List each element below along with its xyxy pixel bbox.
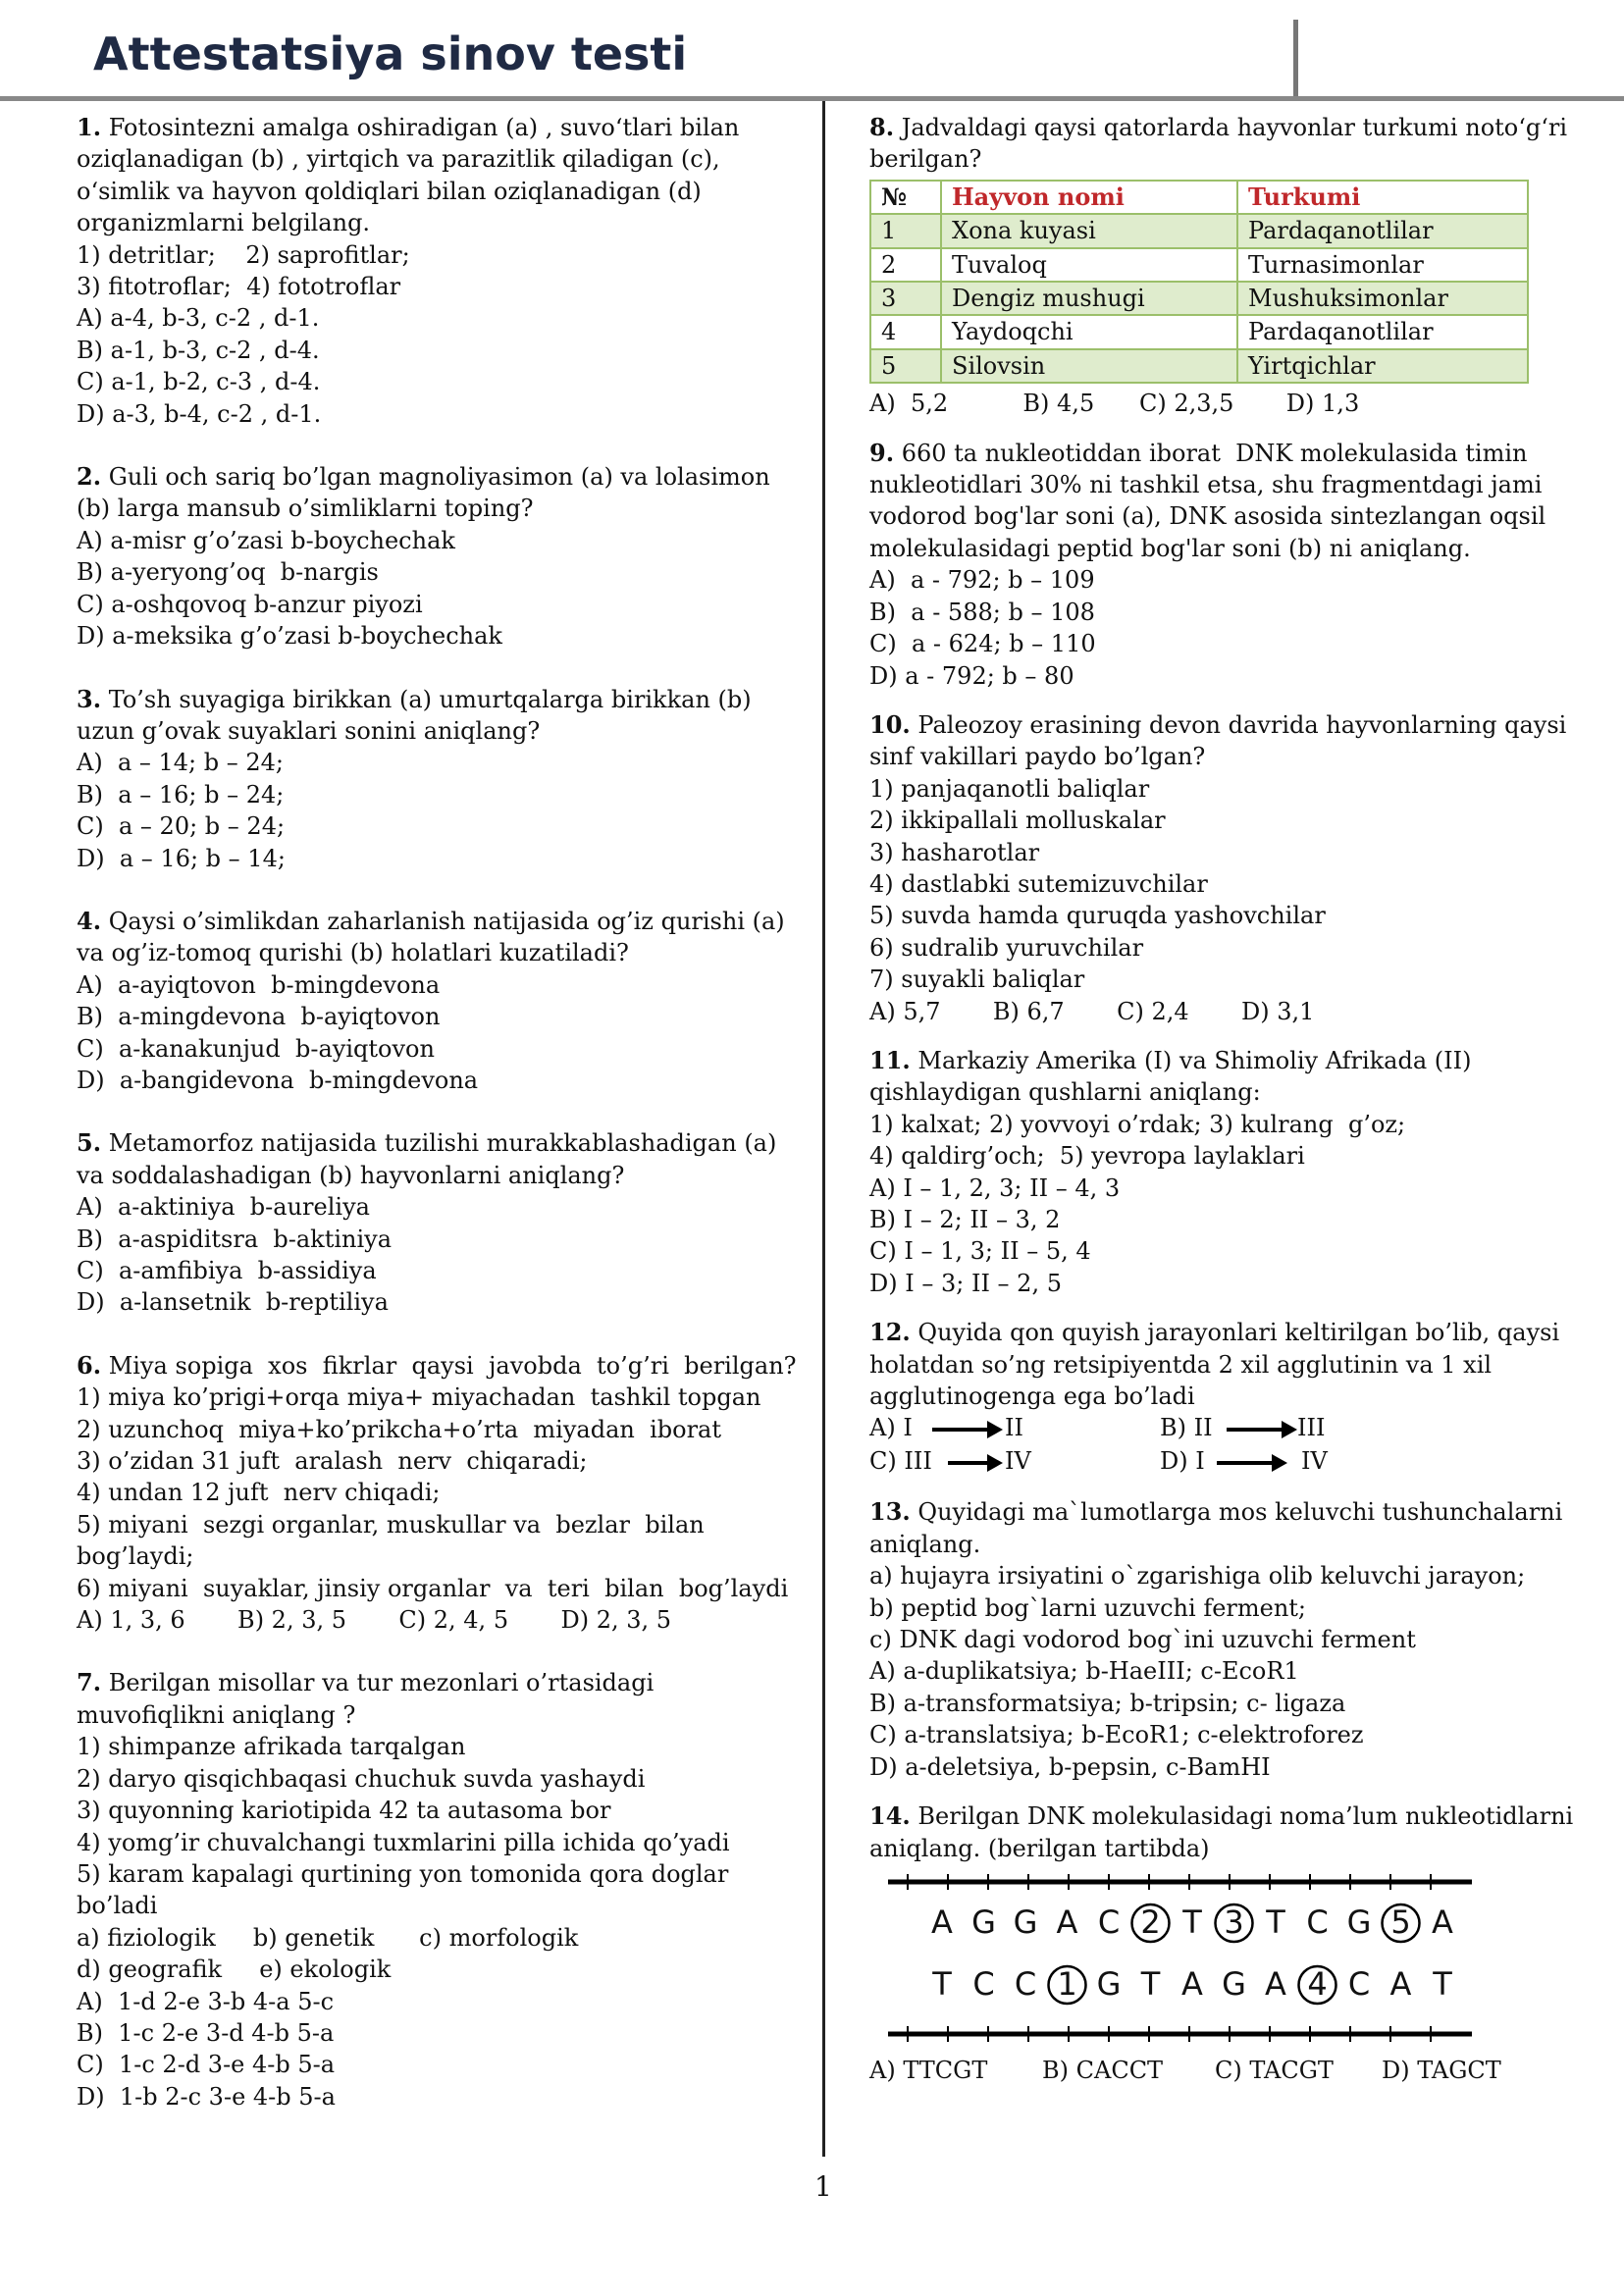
option-a-to: II bbox=[1005, 1414, 1023, 1442]
question-line: (b) larga mansub o’simliklarni toping? bbox=[77, 495, 534, 523]
question-text bbox=[869, 709, 1567, 741]
table-row bbox=[870, 315, 1528, 348]
unknown-nucleotide-number: 5 bbox=[1390, 1903, 1411, 1941]
nucleotide-letter: A bbox=[1056, 1903, 1078, 1941]
question-line: B) a-mingdevona b-ayiqtovon bbox=[77, 1003, 441, 1031]
question-line: qishlaydigan qushlarni aniqlang: bbox=[869, 1078, 1261, 1107]
option-c: C) TACGT bbox=[1215, 2056, 1334, 2084]
arrow-right-icon bbox=[1217, 1461, 1274, 1465]
table-cell: Tuvaloq bbox=[941, 248, 1237, 282]
option-b: B) CACCT bbox=[1042, 2056, 1164, 2084]
page-number: 1 bbox=[814, 2170, 832, 2203]
question-line: 2) uzunchoq miya+ko’prikcha+o’rta miyadan iborat bbox=[77, 1415, 722, 1443]
question-line: C) a-amfibiya b-assidiya bbox=[77, 1257, 377, 1284]
question-text bbox=[77, 112, 793, 143]
question-line: D) a-deletsiya, b-pepsin, c-BamHI bbox=[869, 1752, 1271, 1781]
question-line-text: Paleozoy erasining devon davrida hayvonlarning qaysi bbox=[917, 710, 1567, 739]
nucleotide-letter: C bbox=[1306, 1903, 1329, 1941]
question-12 bbox=[869, 1317, 1560, 1479]
question-line: B) I – 2; II – 3, 2 bbox=[869, 1206, 1061, 1233]
unknown-nucleotide-number: 1 bbox=[1057, 1964, 1077, 2003]
question-line: 7) suyakli baliqlar bbox=[869, 965, 1085, 994]
question-line-text: Guli och sariq bo’lgan magnoliyasimon (a) va lolasimon bbox=[108, 463, 770, 492]
dna-diagram bbox=[883, 1872, 1492, 2049]
question-number: 9. bbox=[869, 438, 895, 467]
question-line-text: To’sh suyagiga birikkan (a) umurtqalarga birikkan (b) bbox=[108, 685, 752, 713]
question-text bbox=[77, 1127, 793, 1159]
question-line: B) a-yeryong’oq b-nargis bbox=[77, 558, 379, 587]
question-number: 5. bbox=[77, 1128, 102, 1158]
nucleotide-letter: T bbox=[1266, 1903, 1285, 1941]
question-text bbox=[869, 1317, 1560, 1348]
question-line: organizmlarni belgilang. bbox=[77, 209, 371, 237]
question-line: D) a-3, b-4, c-2 , d-1. bbox=[77, 399, 322, 428]
question-line: berilgan? bbox=[869, 145, 982, 174]
table-cell: Dengiz mushugi bbox=[941, 282, 1237, 315]
nucleotide-letter: T bbox=[1182, 1903, 1202, 1941]
question-line: d) geografik e) ekologik bbox=[77, 1956, 392, 1984]
option-a-from: A) I bbox=[869, 1414, 913, 1442]
question-line-text: Miya sopiga xos fikrlar qaysi javobda to’g’ri berilgan? bbox=[108, 1351, 797, 1380]
question-number: 3. bbox=[77, 684, 102, 713]
nucleotide-letter: G bbox=[1013, 1903, 1038, 1941]
unknown-nucleotide-number: 2 bbox=[1140, 1903, 1161, 1941]
question-8-options: A) 5,2 B) 4,5 C) 2,3,5 D) 1,3 bbox=[869, 390, 1360, 418]
question-6 bbox=[77, 1350, 797, 1637]
table-cell: Xona kuyasi bbox=[941, 214, 1237, 247]
question-line-text: Qaysi o’simlikdan zaharlanish natijasida og’iz qurishi (a) bbox=[108, 907, 785, 935]
question-line-text: Quyidagi ma`lumotlarga mos keluvchi tushunchalarni bbox=[917, 1498, 1563, 1527]
question-4 bbox=[77, 906, 793, 1096]
question-line: C) a-oshqovoq b-anzur piyozi bbox=[77, 590, 423, 618]
table-row bbox=[870, 349, 1528, 383]
question-line: B) a-transformatsiya; b-tripsin; c- ligaza bbox=[869, 1689, 1346, 1717]
question-line: B) a - 588; b – 108 bbox=[869, 598, 1095, 626]
question-1 bbox=[77, 112, 793, 430]
table-row bbox=[870, 282, 1528, 315]
question-line: D) I – 3; II – 2, 5 bbox=[869, 1269, 1062, 1297]
question-number: 14. bbox=[869, 1801, 911, 1831]
question-line: A) a - 792; b – 109 bbox=[869, 566, 1095, 595]
nucleotide-letter: G bbox=[1346, 1903, 1372, 1941]
question-line: molekulasidagi peptid bog'lar soni (b) ni aniqlang. bbox=[869, 534, 1471, 562]
question-line: 3) hasharotlar bbox=[869, 838, 1040, 866]
question-line: c) DNK dagi vodorod bog`ini uzuvchi ferment bbox=[869, 1626, 1416, 1654]
option-a: A) TTCGT bbox=[869, 2056, 988, 2084]
question-line: va soddalashadigan (b) hayvonlarni aniqlang? bbox=[77, 1161, 625, 1189]
question-line: C) 1-c 2-d 3-e 4-b 5-a bbox=[77, 2051, 336, 2079]
nucleotide-letter: G bbox=[971, 1903, 996, 1941]
question-14-options bbox=[869, 2055, 1556, 2088]
nucleotide-letter: A bbox=[1432, 1903, 1453, 1941]
question-line: B) a-aspiditsra b-aktiniya bbox=[77, 1225, 393, 1253]
question-line: C) I – 1, 3; II – 5, 4 bbox=[869, 1237, 1091, 1266]
question-text bbox=[77, 1350, 797, 1382]
question-line: D) 1-b 2-c 3-e 4-b 5-a bbox=[77, 2082, 336, 2111]
question-line-text: Berilgan misollar va tur mezonlari o’rtasidagi bbox=[108, 1669, 655, 1697]
page-title: Attestatsiya sinov testi bbox=[93, 27, 688, 80]
table-cell: 4 bbox=[870, 315, 941, 348]
question-line: oziqlanadigan (b) , yirtqich va parazitlik qiladigan (c), bbox=[77, 145, 720, 174]
question-line: 6) miyani suyaklar, jinsiy organlar va teri bilan bog’laydi bbox=[77, 1574, 789, 1602]
question-line: D) a-bangidevona b-mingdevona bbox=[77, 1066, 479, 1094]
question-line: C) a-translatsiya; b-EcoR1; c-elektroforez bbox=[869, 1721, 1364, 1749]
question-line: aniqlang. bbox=[869, 1530, 981, 1558]
table-cell: 3 bbox=[870, 282, 941, 315]
option-d: D) TAGCT bbox=[1382, 2056, 1501, 2084]
table-header-animal: Hayvon nomi bbox=[941, 181, 1237, 214]
table-cell: Pardaqanotlilar bbox=[1237, 315, 1528, 348]
dna-strands-image bbox=[883, 1872, 1492, 2049]
question-line: aniqlang. (berilgan tartibda) bbox=[869, 1834, 1210, 1862]
table-row bbox=[870, 248, 1528, 282]
question-line: 2) daryo qisqichbaqasi chuchuk suvda yashaydi bbox=[77, 1764, 646, 1793]
question-line: D) a – 16; b – 14; bbox=[77, 844, 286, 872]
question-line: 4) dastlabki sutemizuvchilar bbox=[869, 869, 1208, 898]
question-line: 1) miya ko’prigi+orqa miya+ miyachadan tashkil topgan bbox=[77, 1383, 761, 1412]
question-line: A) a-4, b-3, c-2 , d-1. bbox=[77, 304, 320, 333]
question-line-text: Fotosintezni amalga oshiradigan (a) , suvo‘tlari bilan bbox=[108, 114, 740, 141]
question-line: bo’ladi bbox=[77, 1892, 158, 1920]
table-row bbox=[870, 214, 1528, 247]
question-line: C) a-kanakunjud b-ayiqtovon bbox=[77, 1034, 435, 1063]
question-line: A) 1, 3, 6 B) 2, 3, 5 C) 2, 4, 5 D) 2, 3, 5 bbox=[77, 1606, 672, 1635]
question-line: 3) fitotroflar; 4) fototroflar bbox=[77, 273, 401, 301]
transfusion-row-1 bbox=[869, 1412, 1556, 1445]
question-line: 2) ikkipallali molluskalar bbox=[869, 807, 1166, 835]
nucleotide-letter: A bbox=[1181, 1964, 1203, 2003]
question-line: 4) undan 12 juft nerv chiqadi; bbox=[77, 1479, 441, 1507]
table-cell: 5 bbox=[870, 349, 941, 383]
nucleotide-letter: A bbox=[1389, 1964, 1412, 2003]
nucleotide-letter: C bbox=[1014, 1964, 1037, 2003]
question-line: 4) yomg’ir chuvalchangi tuxmlarini pilla ichida qo’yadi bbox=[77, 1828, 730, 1856]
question-number: 8. bbox=[869, 113, 895, 141]
table-header-number: № bbox=[870, 181, 941, 214]
question-line: D) a - 792; b – 80 bbox=[869, 661, 1074, 690]
question-5 bbox=[77, 1127, 793, 1318]
question-line: C) a-1, b-2, c-3 , d-4. bbox=[77, 368, 321, 396]
left-column bbox=[77, 112, 797, 2144]
arrow-right-icon bbox=[1227, 1428, 1283, 1432]
table-cell: Pardaqanotlilar bbox=[1237, 214, 1528, 247]
question-text bbox=[77, 461, 793, 493]
nucleotide-letter: A bbox=[1265, 1964, 1286, 2003]
question-line-text: Jadvaldagi qaysi qatorlarda hayvonlar turkumi noto‘g‘ri bbox=[901, 114, 1568, 141]
nucleotide-letter: C bbox=[1097, 1903, 1121, 1941]
option-b-to: III bbox=[1297, 1414, 1326, 1442]
unknown-nucleotide-number: 3 bbox=[1224, 1903, 1244, 1941]
question-number: 4. bbox=[77, 906, 102, 935]
option-d-from: D) I bbox=[1160, 1447, 1205, 1476]
option-c-to: IV bbox=[1005, 1447, 1031, 1476]
question-line: 5) karam kapalagi qurtining yon tomonida qora doglar bbox=[77, 1859, 729, 1888]
question-line: C) a - 624; b – 110 bbox=[869, 630, 1096, 658]
question-line-text: 660 ta nukleotiddan iborat DNK molekulasida timin bbox=[901, 439, 1528, 467]
question-line: a) hujayra irsiyatini o`zgarishiga olib keluvchi jarayon; bbox=[869, 1562, 1526, 1591]
nucleotide-letter: G bbox=[1222, 1964, 1246, 2003]
question-line: b) peptid bog`larni uzuvchi ferment; bbox=[869, 1593, 1307, 1622]
table-cell: 2 bbox=[870, 248, 941, 282]
question-line: A) a – 14; b – 24; bbox=[77, 749, 285, 777]
question-line: bog’laydi; bbox=[77, 1542, 194, 1571]
question-line-text: Berilgan DNK molekulasidagi noma’lum nukleotidlarni bbox=[917, 1802, 1574, 1831]
question-14 bbox=[869, 1800, 1574, 2088]
header-rule bbox=[0, 96, 1624, 101]
question-text bbox=[869, 1800, 1574, 1832]
question-line: vodorod bog'lar soni (a), DNK asosida sintezlangan oqsil bbox=[869, 502, 1546, 531]
nucleotide-letter: T bbox=[1433, 1964, 1452, 2003]
question-line: D) a-meksika g’o’zasi b-boychechak bbox=[77, 622, 502, 651]
question-line: agglutinogenga ega bo’ladi bbox=[869, 1382, 1195, 1411]
question-8 bbox=[869, 112, 1568, 420]
question-line: A) 1-d 2-e 3-b 4-a 5-c bbox=[77, 1987, 335, 2015]
question-text bbox=[869, 1496, 1563, 1528]
question-line: va og’iz-tomoq qurishi (b) holatlari kuzatiladi? bbox=[77, 939, 629, 967]
question-line: A) a-duplikatsiya; b-HaeIII; c-EcoR1 bbox=[869, 1657, 1299, 1686]
question-2 bbox=[77, 461, 793, 652]
nucleotide-letter: A bbox=[931, 1903, 953, 1941]
table-cell: Yirtqichlar bbox=[1237, 349, 1528, 383]
animal-order-table bbox=[869, 180, 1529, 384]
question-line: 3) o’zidan 31 juft aralash nerv chiqaradi; bbox=[77, 1447, 588, 1476]
question-text bbox=[77, 1667, 793, 1698]
question-number: 2. bbox=[77, 462, 102, 492]
option-c-from: C) III bbox=[869, 1447, 932, 1476]
question-line-text: Markaziy Amerika (I) va Shimoliy Afrikada (II) bbox=[917, 1046, 1472, 1074]
question-line: A) a-misr g’o’zasi b-boychechak bbox=[77, 526, 455, 554]
question-line: A) a-aktiniya b-aureliya bbox=[77, 1193, 370, 1222]
question-number: 1. bbox=[77, 113, 102, 141]
question-line: 4) qaldirg’och; 5) yevropa laylaklari bbox=[869, 1142, 1305, 1171]
question-line: uzun g’ovak suyaklari sonini aniqlang? bbox=[77, 716, 541, 745]
nucleotide-letter: T bbox=[932, 1964, 952, 2003]
question-number: 13. bbox=[869, 1497, 911, 1527]
question-line: B) 1-c 2-e 3-d 4-b 5-a bbox=[77, 2018, 335, 2047]
table-header-order: Turkumi bbox=[1237, 181, 1528, 214]
question-10 bbox=[869, 709, 1567, 1027]
question-line: holatdan so’ng retsipiyentda 2 xil agglutinin va 1 xil bbox=[869, 1350, 1493, 1379]
header-divider bbox=[1293, 20, 1298, 98]
question-number: 11. bbox=[869, 1045, 911, 1074]
question-line-text: Metamorfoz natijasida tuzilishi murakkablashadigan (a) bbox=[108, 1129, 777, 1158]
question-number: 7. bbox=[77, 1668, 102, 1697]
arrow-right-icon bbox=[932, 1428, 989, 1432]
question-line-text: Quyida qon quyish jarayonlari keltirilgan bo’lib, qaysi bbox=[917, 1319, 1560, 1347]
question-text bbox=[869, 1045, 1556, 1076]
question-line: D) a-lansetnik b-reptiliya bbox=[77, 1288, 389, 1317]
question-line: A) 5,7 B) 6,7 C) 2,4 D) 3,1 bbox=[869, 997, 1315, 1025]
question-line: 5) miyani sezgi organlar, muskullar va bezlar bilan bbox=[77, 1510, 705, 1539]
question-line: 1) kalxat; 2) yovvoyi o’rdak; 3) kulrang g’oz; bbox=[869, 1110, 1406, 1138]
question-text bbox=[869, 438, 1556, 469]
question-number: 6. bbox=[77, 1350, 102, 1380]
question-line: a) fiziologik b) genetik c) morfologik bbox=[77, 1923, 579, 1952]
question-line: B) a – 16; b – 24; bbox=[77, 780, 285, 808]
transfusion-row-2 bbox=[869, 1445, 1556, 1479]
nucleotide-letter: G bbox=[1096, 1964, 1122, 2003]
question-text bbox=[77, 684, 793, 715]
option-b-from: B) II bbox=[1160, 1414, 1213, 1442]
table-cell: Turnasimonlar bbox=[1237, 248, 1528, 282]
question-line: 1) panjaqanotli baliqlar bbox=[869, 774, 1150, 803]
column-divider bbox=[822, 101, 825, 2157]
table-cell: Mushuksimonlar bbox=[1237, 282, 1528, 315]
question-line: 1) detritlar; 2) saprofitlar; bbox=[77, 240, 410, 269]
nucleotide-letter: C bbox=[1347, 1964, 1371, 2003]
option-d-to: IV bbox=[1301, 1447, 1328, 1476]
question-11 bbox=[869, 1045, 1556, 1299]
unknown-nucleotide-number: 4 bbox=[1307, 1964, 1328, 2003]
question-text bbox=[77, 906, 793, 937]
nucleotide-letter: C bbox=[972, 1964, 995, 2003]
question-13 bbox=[869, 1496, 1563, 1783]
table-cell: Silovsin bbox=[941, 349, 1237, 383]
question-number: 12. bbox=[869, 1318, 911, 1347]
question-line: C) a – 20; b – 24; bbox=[77, 812, 286, 841]
question-line: nukleotidlari 30% ni tashkil etsa, shu fragmentdagi jami bbox=[869, 471, 1543, 499]
question-7 bbox=[77, 1667, 793, 2112]
question-line: 5) suvda hamda quruqda yashovchilar bbox=[869, 902, 1326, 930]
question-line: 6) sudralib yuruvchilar bbox=[869, 933, 1144, 962]
question-line: A) I – 1, 2, 3; II – 4, 3 bbox=[869, 1174, 1121, 1202]
question-line: o‘simlik va hayvon qoldiqlari bilan oziqlanadigan (d) bbox=[77, 177, 702, 205]
question-line: sinf vakillari paydo bo’lgan? bbox=[869, 743, 1206, 771]
arrow-right-icon bbox=[948, 1461, 989, 1465]
question-line: 3) quyonning kariotipida 42 ta autasoma bor bbox=[77, 1797, 611, 1825]
question-number: 10. bbox=[869, 709, 911, 739]
right-column bbox=[869, 112, 1574, 2119]
question-9 bbox=[869, 438, 1556, 692]
question-line: 1) shimpanze afrikada tarqalgan bbox=[77, 1733, 466, 1761]
question-line: B) a-1, b-3, c-2 , d-4. bbox=[77, 336, 320, 364]
nucleotide-letter: T bbox=[1140, 1964, 1161, 2003]
table-cell: 1 bbox=[870, 214, 941, 247]
question-line: muvofiqlikni aniqlang ? bbox=[77, 1700, 356, 1729]
question-line: A) a-ayiqtovon b-mingdevona bbox=[77, 970, 441, 999]
question-text bbox=[869, 112, 1568, 143]
table-cell: Yaydoqchi bbox=[941, 315, 1237, 348]
question-3 bbox=[77, 684, 793, 874]
